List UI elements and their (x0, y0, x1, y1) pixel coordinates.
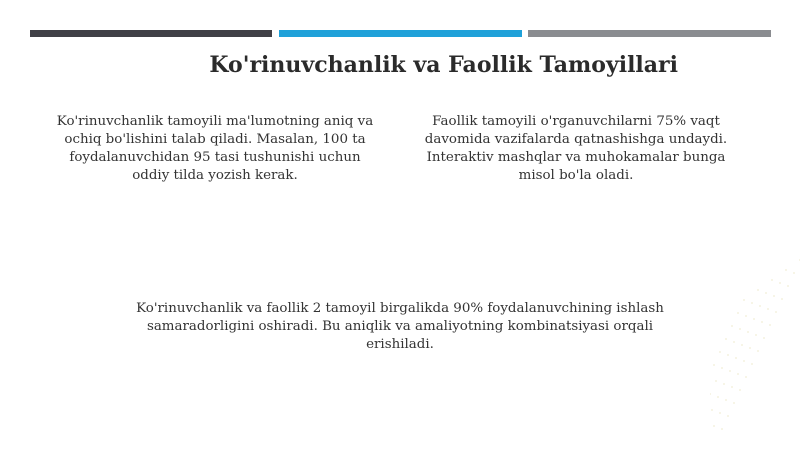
decorative-dot (765, 292, 767, 294)
decorative-dot (711, 409, 713, 411)
decorative-dot (713, 364, 715, 366)
decorative-dot (725, 338, 727, 340)
decorative-dot (733, 402, 735, 404)
accent-bar-blue (279, 30, 522, 37)
decorative-dot (715, 380, 717, 382)
bottom-paragraph: Ko'rinuvchanlik va faollik 2 tamoyil birgalikda 90% foydalanuvchining ishlash samaradorligini oshiradi. Bu aniqlik va amaliyotning kombinatsiyasi orqali erishiladi. (136, 301, 664, 352)
header-accent-bars (30, 30, 771, 38)
decorative-dot (719, 351, 721, 353)
accent-bar-gray (528, 30, 771, 37)
decorative-dot (723, 383, 725, 385)
decorative-dot (793, 272, 795, 274)
decorative-dot (721, 367, 723, 369)
decorative-dot (739, 328, 741, 330)
decorative-dot (727, 354, 729, 356)
decorative-dot-pattern (710, 200, 800, 449)
decorative-dot (769, 324, 771, 326)
decorative-dot (751, 363, 753, 365)
decorative-dot (757, 289, 759, 291)
left-paragraph: Ko'rinuvchanlik tamoyili ma'lumotning aniq va ochiq bo'lishini talab qiladi. Masalan, 100 ta foydalanuvchidan 95 tasi tushunishi uchun oddiy tilda yozish kerak. (56, 114, 374, 183)
slide-title-container (60, 48, 740, 82)
decorative-dot (781, 298, 783, 300)
decorative-dot (725, 399, 727, 401)
decorative-dot (731, 325, 733, 327)
decorative-dot (713, 425, 715, 427)
decorative-dot (747, 331, 749, 333)
decorative-dot (717, 396, 719, 398)
decorative-dot (710, 393, 711, 395)
decorative-dot (741, 344, 743, 346)
decorative-dot (749, 347, 751, 349)
decorative-dot (785, 269, 787, 271)
decorative-dot (773, 295, 775, 297)
decorative-dot (753, 318, 755, 320)
decorative-dot (739, 389, 741, 391)
slide-title: Ko'rinuvchanlik va Faollik Tamoyillari (209, 52, 678, 78)
decorative-dot (775, 311, 777, 313)
right-paragraph: Faollik tamoyili o'rganuvchilarni 75% vaqt davomida vazifalarda qatnashishga undaydi. Interaktiv mashqlar va muhokamalar bunga misol bo'la oladi. (424, 114, 728, 183)
decorative-dot (729, 370, 731, 372)
decorative-dot (731, 386, 733, 388)
decorative-dot (745, 315, 747, 317)
decorative-dot (721, 428, 723, 430)
decorative-dot (733, 341, 735, 343)
decorative-dot (755, 334, 757, 336)
decorative-dot (727, 415, 729, 417)
decorative-dot (737, 373, 739, 375)
decorative-dot (757, 350, 759, 352)
decorative-dot (743, 299, 745, 301)
decorative-dot (745, 376, 747, 378)
decorative-dot (767, 308, 769, 310)
decorative-dot (735, 357, 737, 359)
decorative-dot (737, 312, 739, 314)
decorative-dot (763, 337, 765, 339)
decorative-dot (751, 302, 753, 304)
accent-bar-dark (30, 30, 272, 37)
decorative-dot (787, 285, 789, 287)
decorative-dot (771, 279, 773, 281)
decorative-dot (779, 282, 781, 284)
decorative-dot (743, 360, 745, 362)
decorative-dot (759, 305, 761, 307)
decorative-dot (719, 412, 721, 414)
decorative-dot (761, 321, 763, 323)
